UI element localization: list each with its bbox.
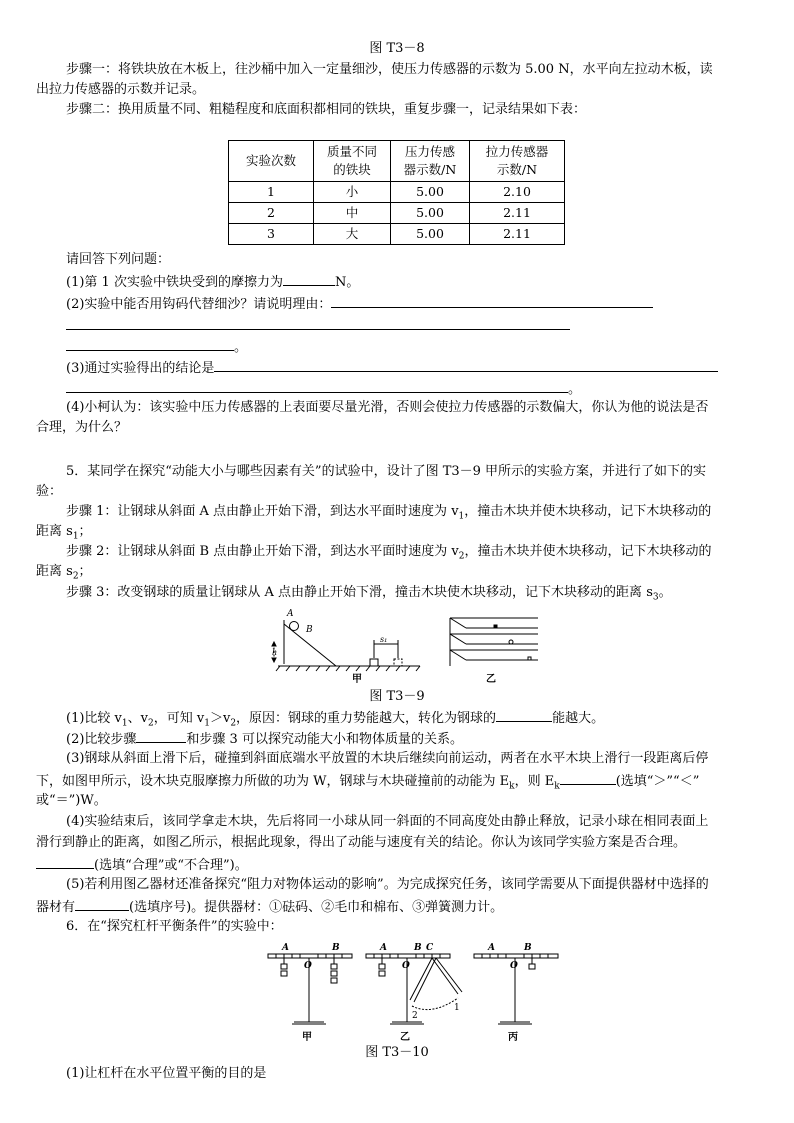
answer-blank[interactable]	[75, 896, 129, 911]
label-yi: 乙	[400, 1032, 410, 1043]
table-row	[229, 224, 565, 245]
answer-blank[interactable]	[214, 357, 718, 372]
table-cell: 中	[314, 203, 391, 224]
bing-label-o: O	[510, 961, 518, 971]
table-header-cell: 压力传感 器示数/N	[391, 141, 470, 182]
bing-label-b: B	[524, 943, 532, 953]
question-1: (1)第 1 次实验中铁块受到的摩擦力为 N。	[66, 271, 359, 293]
answer-blank[interactable]	[66, 336, 234, 351]
results-table	[228, 140, 565, 245]
table-cell: 3	[229, 224, 314, 245]
label-jia: 甲	[302, 1032, 312, 1043]
table-cell: 5.00	[391, 182, 470, 203]
question-2-line2	[66, 315, 570, 337]
p5-step2-line1: 步骤 2：让钢球从斜面 B 点由静止开始下滑，到达水平面时速度为 $v_2$，撞击木块并使木块移动，记下木块移动的	[66, 544, 712, 562]
p5-question-4-line3: (选填“合理”或“不合理”)。	[36, 854, 248, 876]
question-4-line2: 合理，为什么？	[36, 420, 128, 435]
problem-5-line1: 5．某同学在探究“动能大小与哪些因素有关”的试验中，设计了图 T3－9 甲所示的实验方案，并进行了如下的实	[66, 464, 707, 479]
table-header-cell: 实验次数	[229, 141, 314, 182]
p5-question-4-line2: 滑行到静止的距离，如图乙所示，根据此现象，得出了动能与速度有关的结论。你认为该同学实验方案是否合理。	[36, 835, 687, 850]
yi-label-2: 2	[412, 1011, 418, 1021]
p5-question-5-line2: 器材有 (选填序号)。提供器材：①砝码、②毛巾和棉布、③弹簧测力计。	[36, 896, 503, 918]
bing-label-a: A	[488, 943, 495, 953]
answer-blank[interactable]	[66, 378, 568, 393]
figure-t3-10	[262, 936, 568, 1044]
table-row	[229, 203, 565, 224]
problem-5-line2: 验：	[36, 484, 63, 499]
table-header-cell: 拉力传感器 示数/N	[470, 141, 565, 182]
step1-line2: 出拉力传感器的示数并记录。	[36, 82, 206, 97]
p5-question-3-line1: (3)钢球从斜面上滑下后，碰撞到斜面底端水平放置的木块后继续向前运动，两者在水平木块上滑行一段距离后停	[66, 751, 709, 766]
p5-question-1: (1)比较 $v_1$、$v_2$，可知 $v_1>v_2$，原因：钢球的重力势能越大，转化为钢球的 能越大。	[66, 707, 604, 734]
problem-6-line: 6．在“探究杠杆平衡条件”的实验中：	[66, 919, 283, 934]
answer-blank[interactable]	[36, 854, 94, 869]
p5-question-3-line2: 下，如图甲所示，设木块克服摩擦力所做的功为 W，钢球与木块碰撞前的动能为 $E_k$，则 $E_k$ (选填“＞”“＜”	[36, 770, 699, 797]
p6-question-1: (1)让杠杆在水平位置平衡的目的是	[66, 1066, 267, 1081]
label-jia: 甲	[352, 674, 362, 685]
answer-blank[interactable]	[66, 315, 570, 330]
yi-label-o: O	[402, 961, 410, 971]
table-row	[229, 182, 565, 203]
table-cell: 2.11	[470, 203, 565, 224]
step2-line: 步骤二：换用质量不同、粗糙程度和底面积都相同的铁块，重复步骤一，记录结果如下表：	[66, 102, 587, 117]
table-cell: 5.00	[391, 224, 470, 245]
question-3-line2: 。	[66, 378, 581, 400]
answer-blank[interactable]	[496, 707, 552, 722]
table-cell: 2.11	[470, 224, 565, 245]
p5-question-3-line3: 或“＝”)W。	[36, 793, 107, 808]
label-point-b: B	[306, 625, 313, 635]
table-cell: 1	[229, 182, 314, 203]
answer-blank[interactable]	[136, 728, 186, 743]
question-2-line3: 。	[66, 336, 247, 358]
incline-setup-jia	[272, 620, 420, 671]
table-cell: 小	[314, 182, 391, 203]
label-distance-s1: s₁	[380, 635, 388, 644]
question-4-line1: (4)小柯认为：该实验中压力传感器的上表面要尽量光滑，否则会使拉力传感器的示数偏大，你认为他的说法是否	[66, 400, 709, 415]
table-cell: 2.10	[470, 182, 565, 203]
p5-question-4-line1: (4)实验结束后，该同学拿走木块，先后将同一小球从同一斜面的不同高度处由静止释放，记录小球在相同表面上	[66, 814, 709, 829]
p5-question-5-line1: (5)若利用图乙器材还准备探究“阻力对物体运动的影响”。为完成探究任务，该同学需要从下面提供器材中选择的	[66, 877, 709, 892]
label-point-a: A	[287, 609, 294, 619]
jia-label-o: O	[304, 961, 312, 971]
p5-step3-line: 步骤 3：改变钢球的质量让钢球从 A 点由静止开始下滑，撞击木块使木块移动，记下木块移动的距离 $s_3$。	[66, 585, 672, 603]
jia-label-b: B	[332, 943, 340, 953]
figure-caption-t3-9: 图 T3－9	[369, 689, 425, 704]
p5-step2-line2: 距离 $s_2$；	[36, 564, 92, 582]
table-header-cell: 质量不同 的铁块	[314, 141, 391, 182]
answer-blank[interactable]	[283, 271, 335, 286]
yi-label-b: B	[414, 943, 422, 953]
answer-blank[interactable]	[331, 293, 653, 308]
table-header-row	[229, 141, 565, 182]
p5-step1-line2: 距离 $s_1$；	[36, 524, 92, 542]
figure-caption-t3-8: 图 T3－8	[369, 41, 425, 56]
step1-line1: 步骤一：将铁块放在木板上，往沙桶中加入一定量细沙，使压力传感器的示数为 5.00 N，水平向左拉动木板，读	[66, 62, 713, 77]
incline-setup-yi	[450, 618, 538, 666]
figure-t3-9	[270, 604, 560, 686]
question-3: (3)通过实验得出的结论是	[66, 357, 718, 379]
yi-label-1: 1	[454, 1003, 460, 1013]
question-2: (2)实验中能否用钩码代替细沙？请说明理由：	[66, 293, 653, 315]
figure-caption-t3-10: 图 T3－10	[365, 1045, 429, 1060]
label-yi: 乙	[486, 674, 496, 685]
label-height-h: h	[272, 648, 278, 657]
questions-intro: 请回答下列问题：	[66, 252, 171, 267]
p5-question-2: (2)比较步骤 和步骤 3 可以探究动能大小和物体质量的关系。	[66, 728, 463, 750]
table-cell: 大	[314, 224, 391, 245]
table-cell: 2	[229, 203, 314, 224]
yi-label-c: C	[426, 943, 434, 953]
jia-label-a: A	[282, 943, 289, 953]
p5-step1-line1: 步骤 1：让钢球从斜面 A 点由静止开始下滑，到达水平面时速度为 $v_1$，撞击木块并使木块移动，记下木块移动的	[66, 504, 712, 522]
yi-label-a: A	[380, 943, 387, 953]
label-bing: 丙	[508, 1032, 518, 1043]
answer-blank[interactable]	[560, 770, 616, 785]
table-cell: 5.00	[391, 203, 470, 224]
